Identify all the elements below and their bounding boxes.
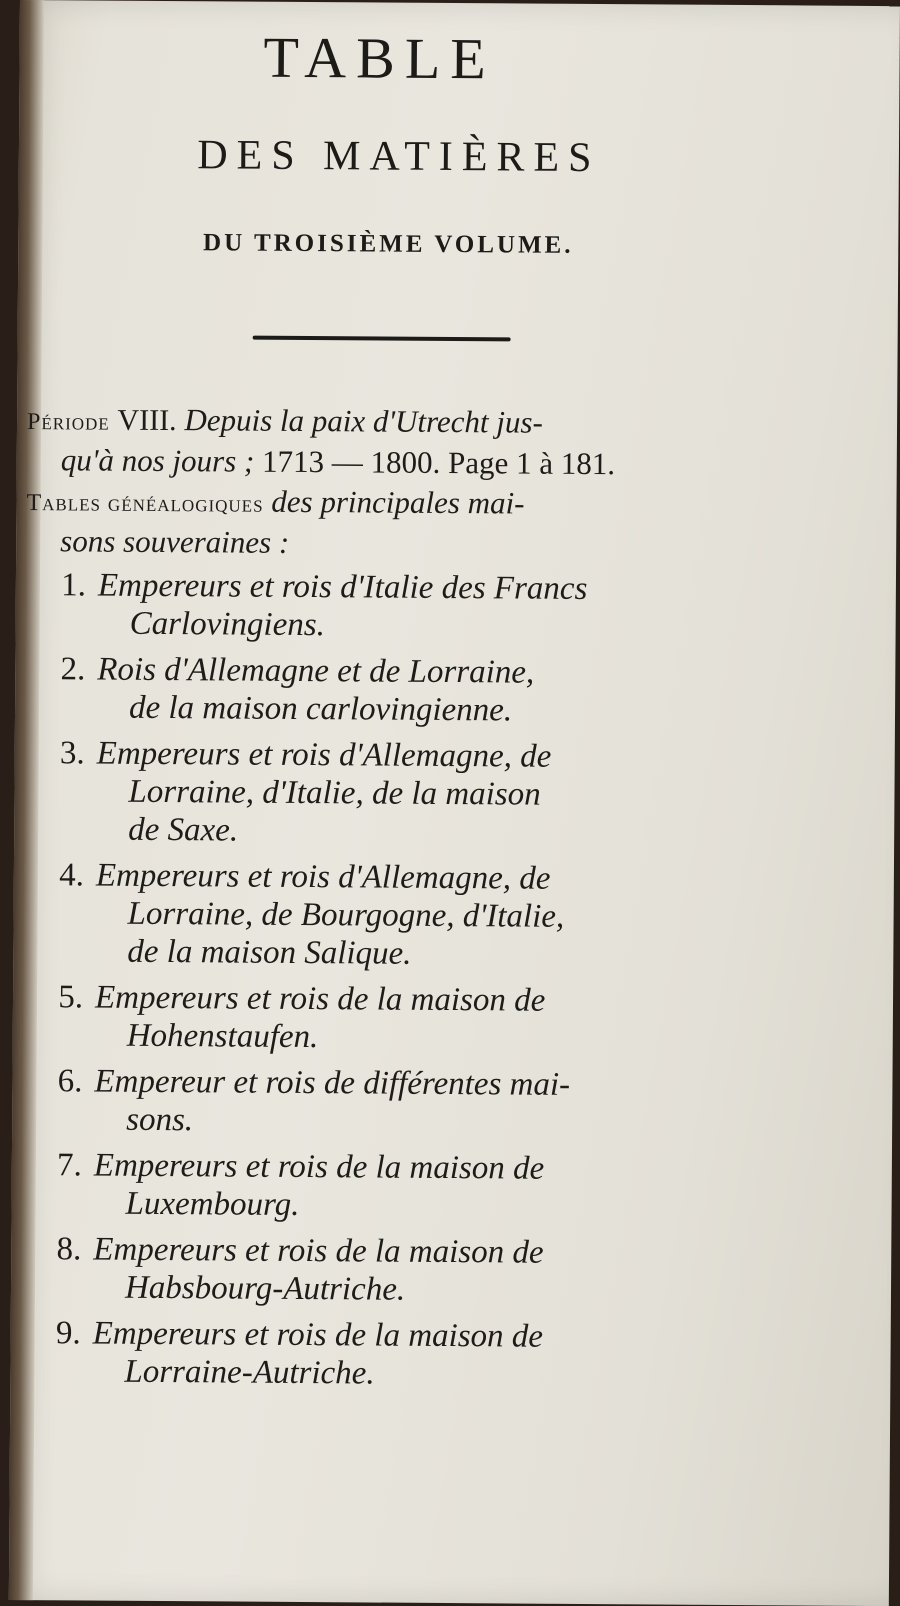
list-item bbox=[26, 566, 747, 647]
entry-line: Lorraine, d'Italie, de la maison bbox=[128, 773, 541, 813]
entry-line: Empereurs et rois de la maison de bbox=[92, 1315, 544, 1355]
entry-line: Luxembourg. bbox=[125, 1185, 300, 1223]
tables-entry bbox=[26, 481, 747, 565]
entry-line: Empereurs et rois d'Allemagne, de bbox=[96, 735, 552, 775]
period-label: Période bbox=[26, 409, 110, 436]
list-item bbox=[21, 1230, 742, 1311]
list-item bbox=[23, 856, 744, 975]
entry-number: 8. bbox=[56, 1231, 82, 1268]
entry-line: Rois d'Allemagne et de Lorraine, bbox=[97, 651, 535, 691]
entry-number: 3. bbox=[59, 735, 85, 772]
entry-number: 7. bbox=[56, 1147, 82, 1184]
period-text-2: qu'à nos jours ; bbox=[60, 442, 255, 479]
entry-line: Empereurs et rois d'Allemagne, de bbox=[95, 857, 551, 897]
list-item bbox=[23, 978, 744, 1059]
entry-line: Hohenstaufen. bbox=[126, 1017, 319, 1056]
entry-line: Empereurs et rois d'Italie des Francs bbox=[97, 567, 588, 607]
period-text-1: Depuis la paix d'Utrecht jus- bbox=[184, 402, 543, 440]
entry-line: Lorraine, de Bourgogne, d'Italie, bbox=[127, 895, 565, 935]
entry-number: 4. bbox=[59, 857, 85, 894]
entry-line: Empereur et rois de différentes mai- bbox=[94, 1063, 571, 1103]
entry-number: 9. bbox=[55, 1315, 81, 1352]
page-subtitle: DES MATIÈRES bbox=[197, 132, 601, 182]
entry-line: sons. bbox=[126, 1101, 194, 1139]
entry-number: 2. bbox=[60, 651, 86, 688]
entry-number: 1. bbox=[61, 567, 87, 604]
period-number: VIII. bbox=[117, 403, 177, 438]
entry-line: de la maison Salique. bbox=[127, 933, 412, 972]
volume-heading: DU TROISIÈME VOLUME. bbox=[202, 229, 574, 259]
tables-text-2: sons souveraines : bbox=[60, 523, 290, 560]
entry-line: Carlovingiens. bbox=[129, 605, 326, 644]
entry-line: Empereurs et rois de la maison de bbox=[93, 1147, 545, 1187]
genealogy-list bbox=[20, 566, 746, 1395]
book-page bbox=[9, 0, 900, 1606]
list-item bbox=[22, 1062, 743, 1143]
entry-line: de Saxe. bbox=[128, 811, 239, 849]
list-item bbox=[20, 1314, 741, 1395]
entry-line: Habsbourg-Autriche. bbox=[124, 1269, 406, 1308]
contents-body bbox=[20, 400, 747, 1403]
entry-number: 6. bbox=[57, 1063, 83, 1100]
list-item bbox=[24, 734, 745, 853]
entry-line: Lorraine-Autriche. bbox=[124, 1353, 375, 1392]
divider-rule bbox=[253, 336, 511, 342]
entry-line: Empereurs et rois de la maison de bbox=[94, 979, 546, 1019]
period-entry bbox=[27, 400, 748, 484]
entry-line: Empereurs et rois de la maison de bbox=[93, 1231, 544, 1271]
tables-text-1: des principales mai- bbox=[271, 483, 525, 521]
tables-label: Tables généalogiques bbox=[26, 490, 264, 518]
period-dates: 1713 — 1800. Page 1 à 181. bbox=[261, 443, 616, 482]
page-title: TABLE bbox=[263, 24, 496, 92]
list-item bbox=[21, 1146, 742, 1227]
list-item bbox=[25, 650, 746, 731]
entry-line: de la maison carlovingienne. bbox=[128, 689, 513, 729]
entry-number: 5. bbox=[58, 979, 84, 1016]
